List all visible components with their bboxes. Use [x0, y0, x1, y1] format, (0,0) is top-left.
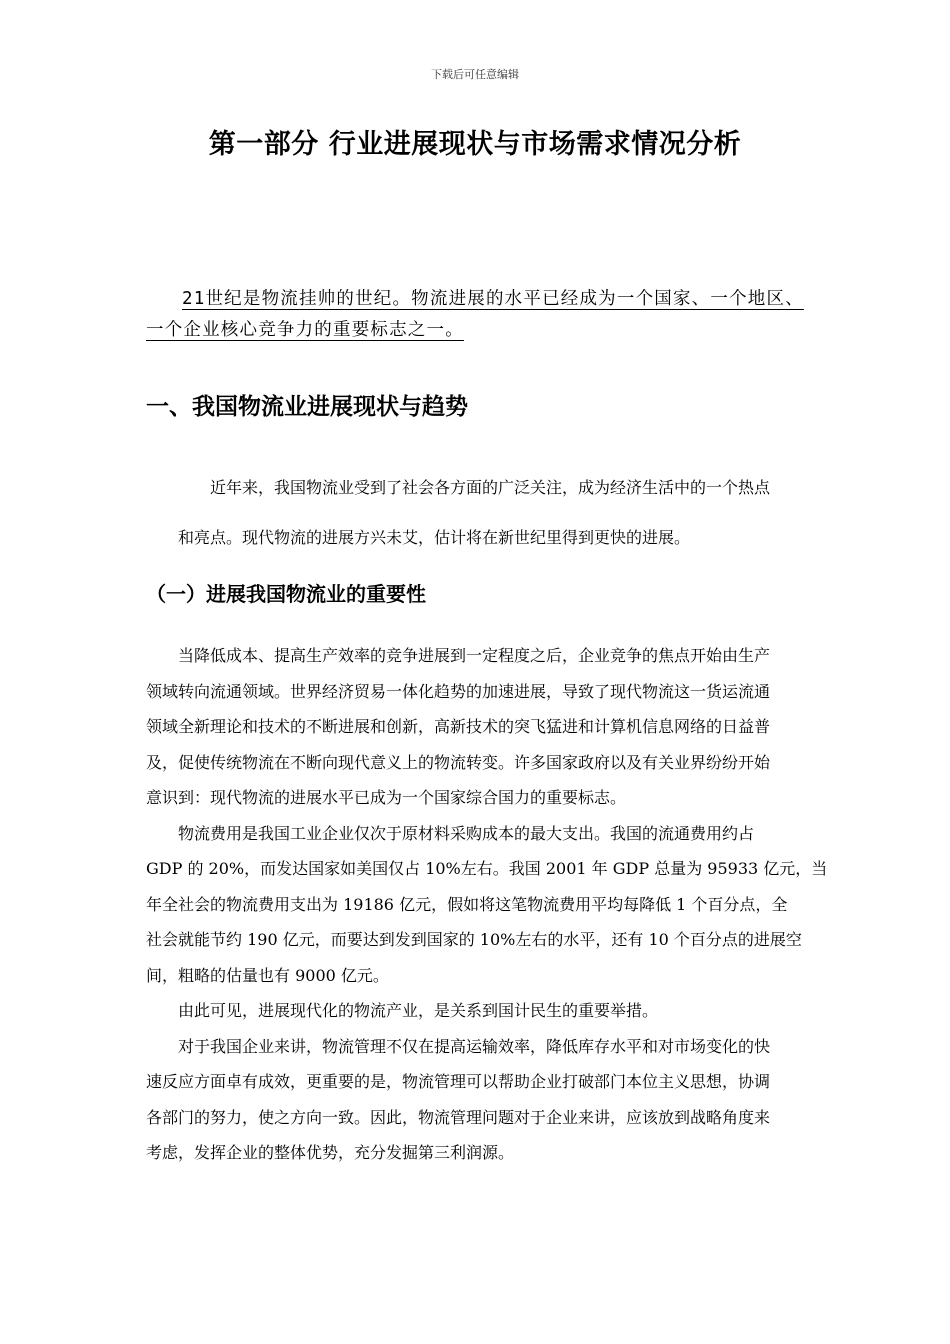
text-line: 由此可见，进展现代化的物流产业，是关系到国计民生的重要举措。	[178, 1001, 659, 1020]
text-line: 物流费用是我国工业企业仅次于原材料采购成本的最大支出。我国的流通费用约占	[178, 823, 755, 843]
text-line: GDP 的 20%，而发达国家如美国仅占 10%左右。我国 2001 年 GDP 总量为 95933 亿元，当	[146, 859, 828, 878]
text-line: 意识到：现代物流的进展水平已成为一个国家综合国力的重要标志。	[146, 788, 627, 807]
text-line: 社会就能节约 190 亿元，而要达到发到国家的 10%左右的水平，还有 10 个百分点的进展空	[146, 930, 802, 949]
page-title: 第一部分 行业进展现状与市场需求情况分析	[208, 129, 742, 160]
paragraph-2	[146, 816, 828, 994]
intro-paragraph	[146, 284, 836, 346]
text-line: 领域全新理论和技术的不断进展和创新，高新技术的突飞猛进和计算机信息网络的日益普	[146, 717, 771, 736]
intro-line: 21世纪是物流挂帅的世纪。物流进展的水平已经成为一个国家、一个地区、	[182, 289, 804, 309]
lead-line: 近年来，我国物流业受到了社会各方面的广泛关注，成为经济生活中的一个热点	[210, 478, 771, 497]
text-line: 间，粗略的估量也有 9000 亿元。	[146, 965, 389, 985]
text-line: 及，促使传统物流在不断向现代意义上的物流转变。许多国家政府以及有关业界纷纷开始	[146, 752, 771, 772]
paragraph-1	[146, 638, 810, 816]
text-line: 各部门的努力，使之方向一致。因此，物流管理问题对于企业来讲，应该放到战略角度来	[146, 1107, 771, 1127]
text-line: 领域转向流通领域。世界经济贸易一体化趋势的加速进展，导致了现代物流这一货运流通	[146, 681, 771, 701]
lead-line: 和亮点。现代物流的进展方兴未艾，估计将在新世纪里得到更快的进展。	[178, 528, 691, 547]
text-line: 速反应方面卓有成效，更重要的是，物流管理可以帮助企业打破部门本位主义思想，协调	[146, 1072, 771, 1091]
text-line: 年全社会的物流费用支出为 19186 亿元，假如将这笔物流费用平均每降低 1 个百分点，全	[146, 894, 788, 914]
body-text	[146, 638, 828, 1171]
section-heading: 一、我国物流业进展现状与趋势	[146, 394, 468, 420]
subsection-heading: （一）进展我国物流业的重要性	[146, 582, 426, 606]
paragraph-4	[146, 1029, 810, 1171]
header-note: 下载后可任意编辑	[431, 68, 519, 81]
section-lead-paragraph	[178, 463, 818, 563]
text-line: 考虑，发挥企业的整体优势，充分发掘第三利润源。	[146, 1143, 515, 1162]
text-line: 当降低成本、提高生产效率的竞争进展到一定程度之后，企业竞争的焦点开始由生产	[178, 646, 771, 665]
intro-line: 一个企业核心竞争力的重要标志之一。	[146, 320, 464, 340]
paragraph-3	[146, 993, 810, 1029]
text-line: 对于我国企业来讲，物流管理不仅在提高运输效率，降低库存水平和对市场变化的快	[178, 1036, 771, 1056]
